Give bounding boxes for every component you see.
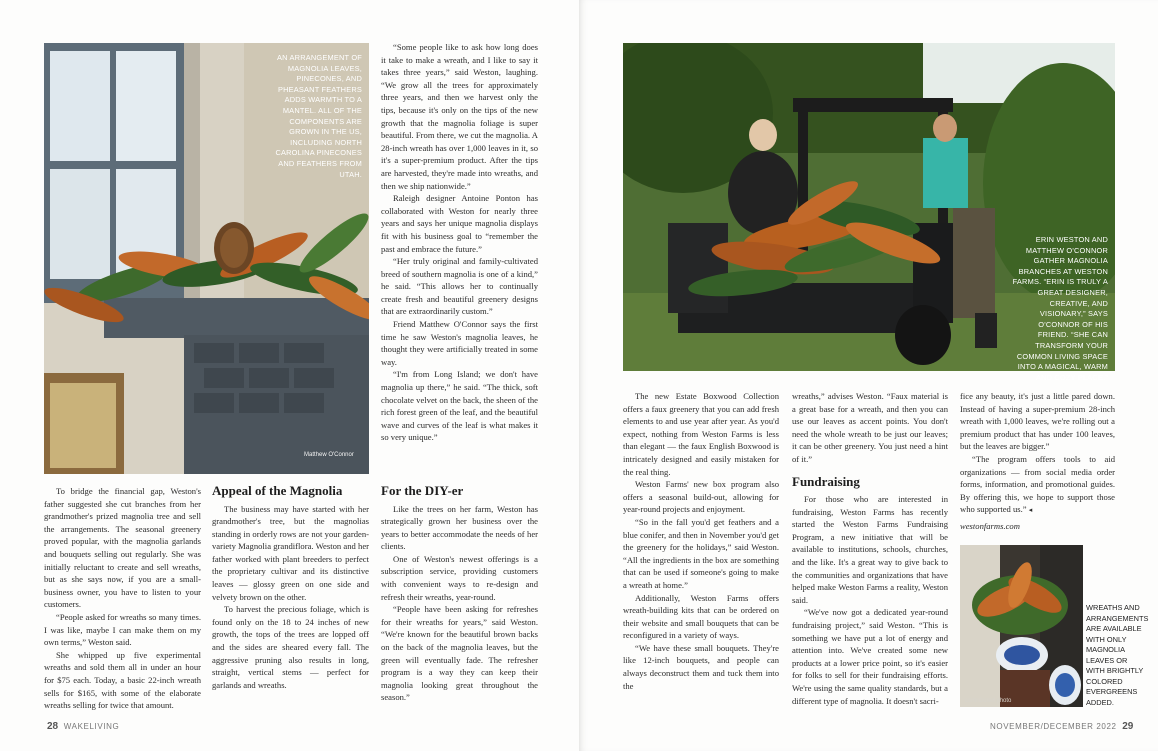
issue-date: NOVEMBER/DECEMBER 2022 xyxy=(990,722,1117,731)
paragraph: wreaths,” advises Weston. “Faux material is a great base for a wreath, and then you can use our leaves as accent points. You don't need the whole wreath to be just our leaves; it can be other greenery. You just need a hint of it.” xyxy=(792,391,948,464)
paragraph: For those who are interested in fundraising, Weston Farms has recently started the Weston Farms Fundraising Program, a new initiative that will be available to institutions, schools, churches, and the like. It's a great way to give back to the communities and organizations that have helped make Weston Farms a reality, Weston said. xyxy=(792,494,948,605)
paragraph: “People asked for wreaths so many times. I was like, maybe I can make them on my own terms,” Weston said. xyxy=(44,611,201,648)
right-folio xyxy=(990,721,1133,732)
page-number: 28 xyxy=(47,721,59,732)
paragraph: Additionally, Weston Farms offers wreath-building kits that can be ordered on their website and small bouquets that can be reconfigured in a variety of ways. xyxy=(623,592,779,641)
mantel-photo-credit: Matthew O'Connor xyxy=(304,452,354,458)
paragraph: The new Estate Boxwood Collection offers a faux greenery that you can add fresh elements to and use year after year. As you'd expect, nothing from Weston Farms is less than elegant — the faux English Boxwood is intricately designed and easily mistaken for the real thing. xyxy=(623,391,779,477)
paragraph: Friend Matthew O'Connor says the first time he saw Weston's magnolia leaves, he thought they were artificially treated in some way. xyxy=(381,319,538,367)
left-column-2 xyxy=(212,482,369,691)
left-column-3 xyxy=(381,41,538,444)
section-heading-magnolia: Appeal of the Magnolia xyxy=(212,483,343,498)
paragraph: “Some people like to ask how long does it take to make a wreath, and I like to say it takes three years,” said Weston, laughing. “We grow all the trees for approximately three years, and then we harvest only the tips, because it's only on the tips of the new growth that the magnolia foliage is super beautiful. From there, we cut the magnolia. A 28-inch wreath has over 1,000 leaves in it, so it's a super-premium product. After the tips are harvested, they're made into wreaths, and then we ship nationwide.” xyxy=(381,42,538,191)
bowl-photo xyxy=(960,545,1083,707)
paragraph: To bridge the financial gap, Weston's father suggested she cut branches from her grandmother's prized magnolia tree and sell the arrangements. The seasonal greenery proved popular, with the magnolia garlands and bouquets selling out regularly. She was initially reluctant to create and sell wreaths, but as she says now, if you are a small-business owner, you have to listen to your customers. xyxy=(44,486,201,610)
bowl-photo-credit: contributed photo xyxy=(965,698,1012,704)
paragraph: “People have been asking for refreshes for their wreaths for years,” said Weston. “We're known for the beautiful brown backs on the back of the magnolia leaves, but the green will eventually fade. The refresher program is a way they can keep their magnolia looking great throughout the season.” xyxy=(381,604,538,703)
mantel-photo-caption: AN ARRANGEMENT OF MAGNOLIA LEAVES, PINECONES, AND PHEASANT FEATHERS ADDS WARMTH TO A MANTEL. ALL OF THE COMPONENTS ARE GROWN IN THE US, INCLUDING NORTH CAROLINA PINECONES AND FEATHERS FROM UTAH. xyxy=(275,53,362,179)
paragraph: “We have these small bouquets. They're like 12-inch bouquets, and people can always deconstruct them and tuck them into the xyxy=(623,642,779,691)
end-mark-icon: ◂ xyxy=(1028,506,1033,515)
paragraph: Like the trees on her farm, Weston has strategically grown her business over the years to better accommodate the needs of her clients. xyxy=(381,503,538,552)
website-signoff: westonfarms.com xyxy=(960,520,1020,531)
right-column-3 xyxy=(960,390,1115,533)
paragraph: “Her truly original and family-cultivated breed of southern magnolia is one of a kind,” he said. “This allows her to continually create fresh and beautiful greenery designs that are extraordinarily custom.” xyxy=(381,256,538,317)
paragraph: Weston Farms' new box program also offers a seasonal build-out, allowing for year-round projects and enjoyment. xyxy=(623,479,779,515)
left-column-3-lower xyxy=(381,482,538,704)
bowl-illustration xyxy=(960,545,1083,707)
publication-name: WAKELIVING xyxy=(63,722,120,731)
paragraph: “So in the fall you'd get feathers and a blue conifer, and then in November you'd get the greenery for the holidays,” said Weston. “All the ingredients in the box are something that can be used if someone's going to make a wreath at home.” xyxy=(623,516,779,590)
right-column-1 xyxy=(623,390,779,692)
section-heading-fundraising: Fundraising xyxy=(792,473,860,489)
left-folio xyxy=(47,721,119,732)
paragraph: To harvest the precious foliage, which is found only on the 18 to 24 inches of new growth, the tops of the trees are lopped off and the sides are sheared every fall. The aggressive pruning also results in long, straight, vertical stems — perfect for garlands and wreaths. xyxy=(212,604,369,690)
section-heading-diy: For the DIY-er xyxy=(381,483,464,498)
left-column-1 xyxy=(44,485,201,712)
paragraph: Raleigh designer Antoine Ponton has collaborated with Weston for nearly three years and says her unique magnolia displays fit with his business goal to “remember the past and embrace the future.” xyxy=(381,193,538,254)
right-column-2 xyxy=(792,390,948,707)
paragraph xyxy=(960,453,1115,517)
paragraph: She whipped up five experimental wreaths and sold them all in under an hour for $75 each. Today, a basic 22-inch wreath sells for $165, with some of the elaborate wreaths selling for twice that amount. xyxy=(44,649,201,711)
bowl-photo-caption: WREATHS AND ARRANGEMENTS ARE AVAILABLE WITH ONLY MAGNOLIA LEAVES OR WITH BRIGHTLY COLORED EVERGREENS ADDED. xyxy=(1086,603,1149,707)
paragraph: The business may have started with her grandmother's tree, but the magnolias standing in orderly rows are not your garden-variety Magnolia grandiflora. Weston and her father worked with plant breeders to perfect the proprietary cultivar and its distinctive leaves — glossy green on one side and velvety brown on the other. xyxy=(212,503,369,602)
paragraph: “I'm from Long Island; we don't have magnolia up there,” he said. “The thick, soft chocolate velvet on the back, the sheen of the rich forest green of the leaf, and the beautiful wave and curves of the leaf is what makes it so very unique.” xyxy=(381,369,538,443)
paragraph-text: “The program offers tools to aid organizations — from social media order forms, information, and promotional guides. By offering this, we hope to support those who supported us.” xyxy=(960,453,1115,515)
paragraph: “We've now got a dedicated year-round fundraising project,” said Weston. “This is something we have put a lot of energy and attention into. We've created some new products at a lower price point, so it's easier for folks to sell for their fundraising efforts. We're using the same quality standards, but a different type of magnolia. It doesn't sacri- xyxy=(792,607,948,706)
truck-photo-caption: ERIN WESTON AND MATTHEW O'CONNOR GATHER MAGNOLIA BRANCHES AT WESTON FARMS. “ERIN IS TRULY A GREAT DESIGNER, CREATIVE, AND VISIONARY,” SAYS O'CONNOR OF HIS FRIEND. “SHE CAN TRANSFORM YOUR COMMON LIVING SPACE INTO A MAGICAL, WARM AND COZY PLACE.” xyxy=(1012,235,1108,382)
paragraph: fice any beauty, it's just a little pared down. Instead of having a super-premium 28-inch wreath with 1,000 leaves, we're rolling out a premium product that has under 100 leaves, but the leaves are bigger.” xyxy=(960,391,1115,452)
page-number: 29 xyxy=(1122,721,1134,732)
paragraph: One of Weston's newest offerings is a subscription service, providing customers with convenient ways to re-design and refresh their wreaths, year-round. xyxy=(381,553,538,602)
